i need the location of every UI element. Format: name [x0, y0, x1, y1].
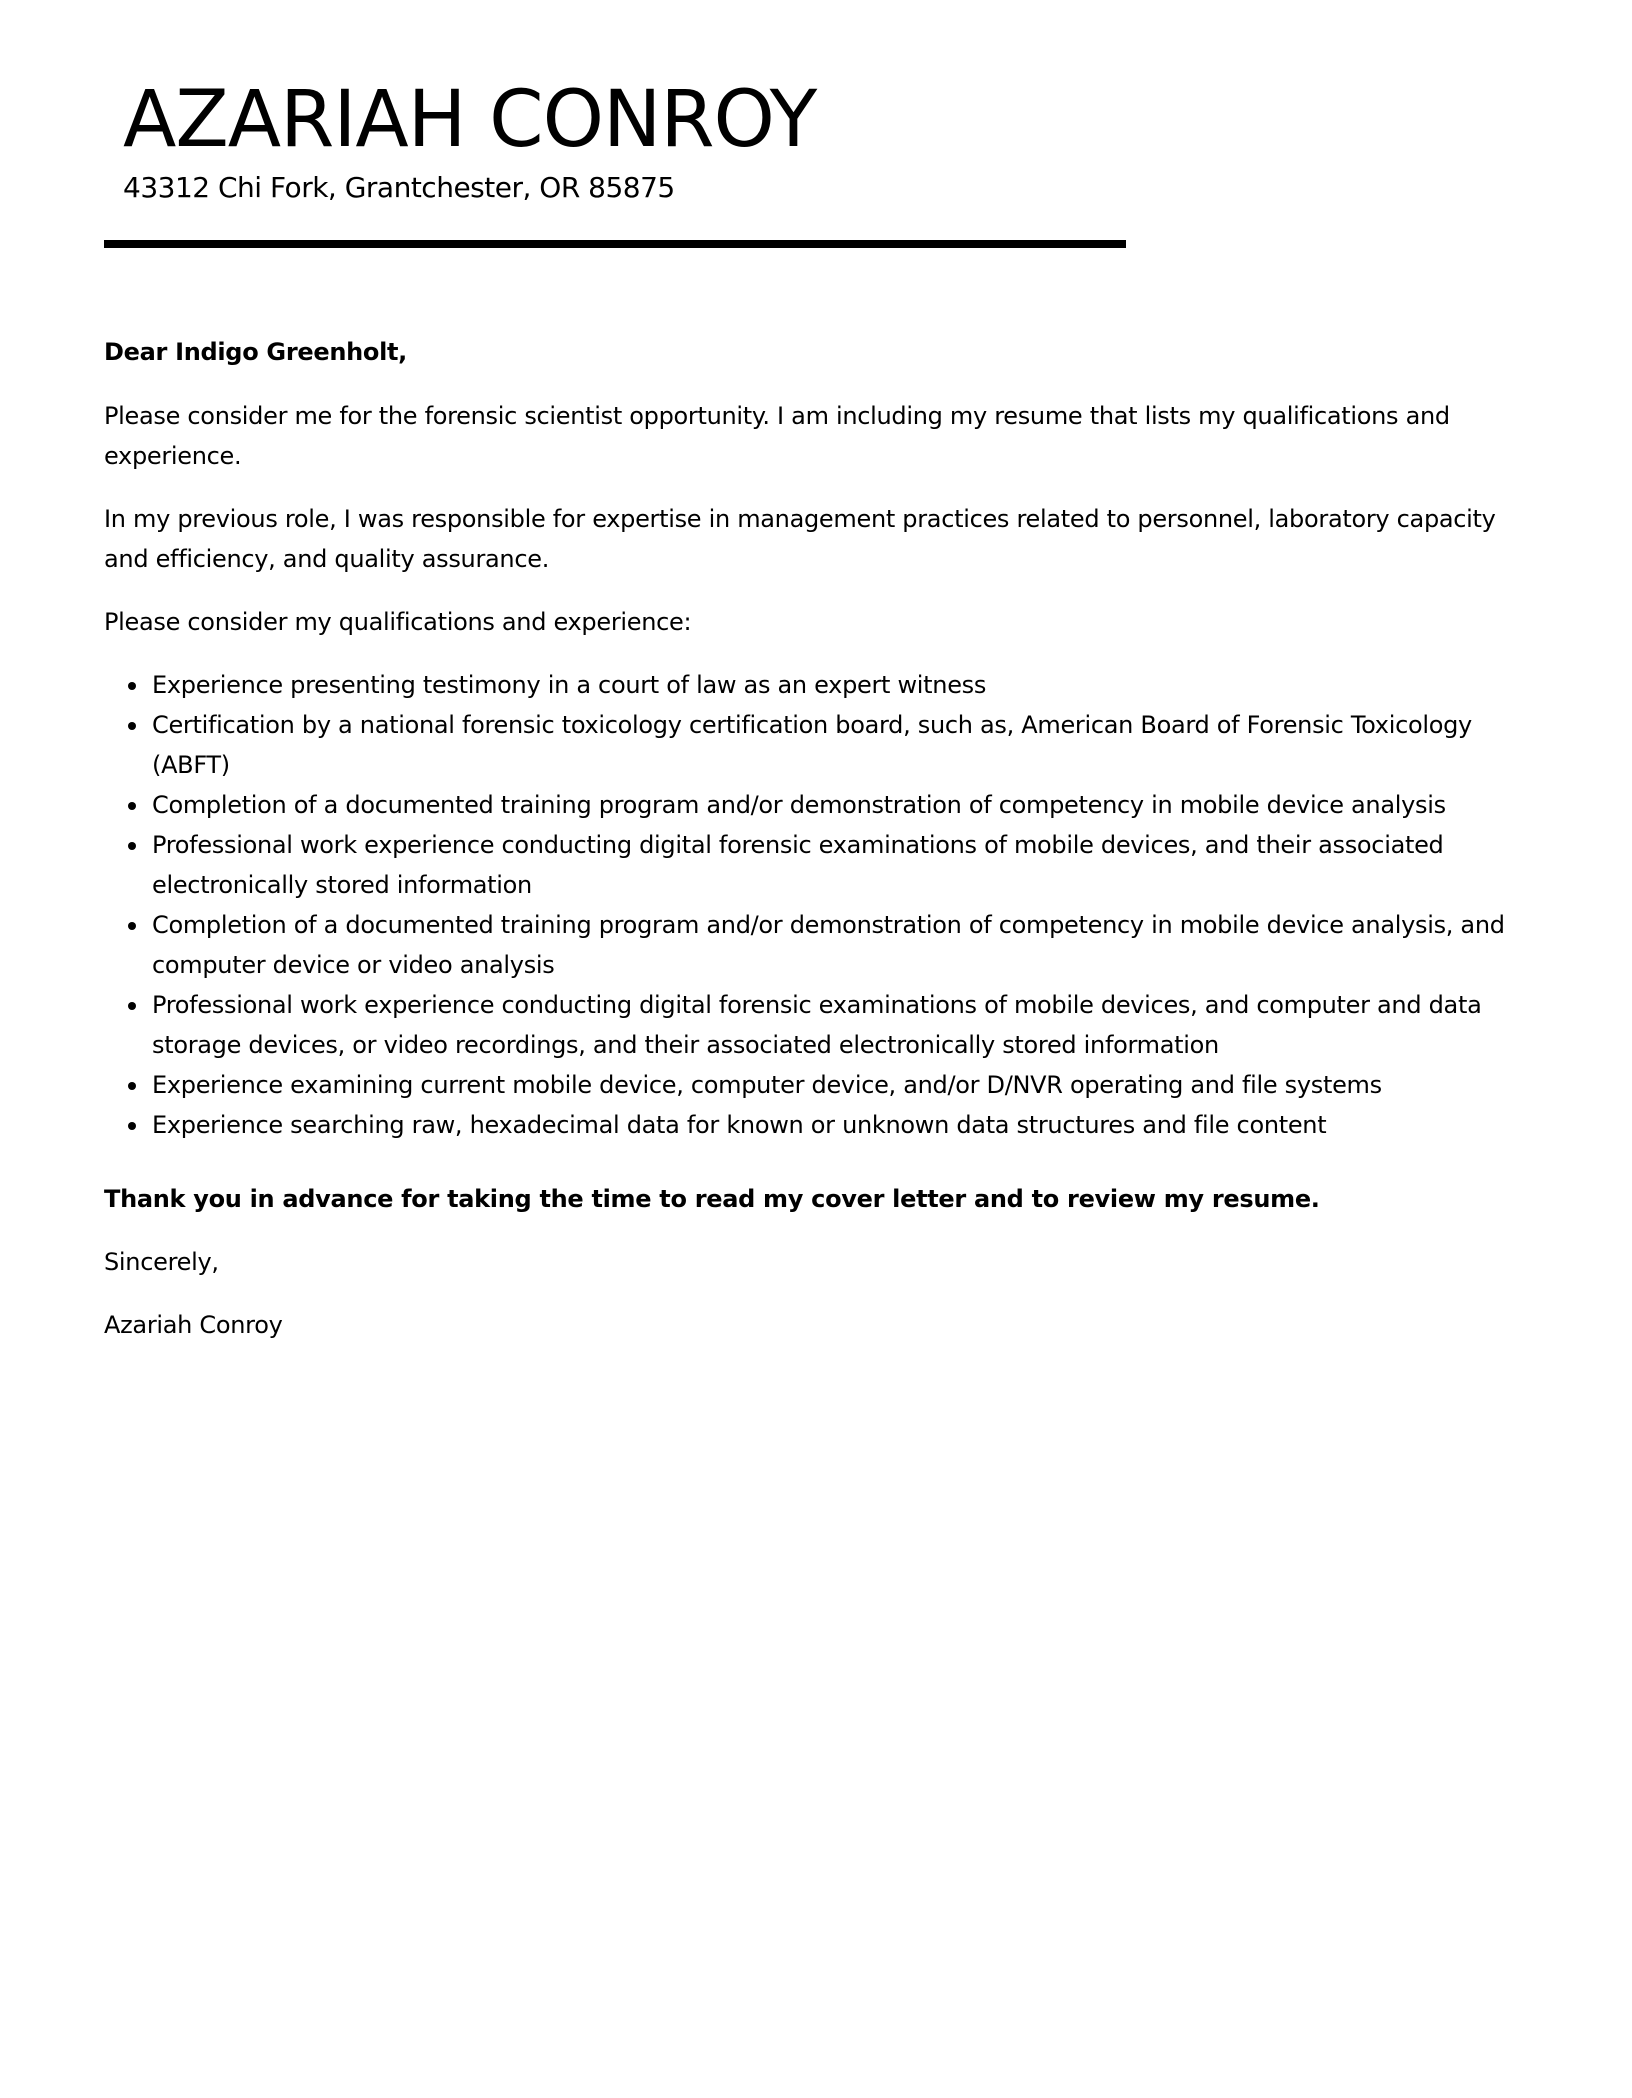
- list-item-text: Experience examining current mobile device, computer device, and/or D/NVR operating and file systems: [152, 1071, 1382, 1099]
- bullet-icon: [128, 802, 136, 810]
- list-item: [152, 1065, 1544, 1105]
- list-item-text: Completion of a documented training program and/or demonstration of competency in mobile device analysis, and computer device or video analysis: [152, 911, 1505, 979]
- list-item: [152, 1105, 1544, 1145]
- list-item-text: Certification by a national forensic toxicology certification board, such as, American Board of Forensic Toxicology (ABFT): [152, 711, 1472, 779]
- list-item-text: Experience searching raw, hexadecimal data for known or unknown data structures and file content: [152, 1111, 1327, 1139]
- qualifications-intro: Please consider my qualifications and experience:: [104, 608, 692, 636]
- previous-role-paragraph: In my previous role, I was responsible for expertise in management practices related to personnel, laboratory capacity and efficiency, and quality assurance.: [104, 505, 1496, 573]
- bullet-icon: [128, 922, 136, 930]
- bullet-icon: [128, 1082, 136, 1090]
- letter-body: [104, 332, 1544, 1368]
- closing-paragraph: Thank you in advance for taking the time to read my cover letter and to review my resume.: [104, 1185, 1320, 1213]
- applicant-name: AZARIAH CONROY: [123, 75, 817, 165]
- intro-paragraph: Please consider me for the forensic scientist opportunity. I am including my resume that lists my qualifications and experience.: [104, 402, 1450, 470]
- signature: Azariah Conroy: [104, 1311, 283, 1339]
- list-item-text: Professional work experience conducting digital forensic examinations of mobile devices, and computer and data storage devices, or video recordings, and their associated electronically stored information: [152, 991, 1482, 1059]
- list-item: [152, 825, 1544, 905]
- list-item-text: Professional work experience conducting digital forensic examinations of mobile devices, and their associated electronically stored information: [152, 831, 1444, 899]
- qualifications-list: [104, 665, 1544, 1145]
- bullet-icon: [128, 1002, 136, 1010]
- applicant-address: 43312 Chi Fork, Grantchester, OR 85875: [123, 171, 675, 204]
- list-item-text: Completion of a documented training program and/or demonstration of competency in mobile device analysis: [152, 791, 1446, 819]
- bullet-icon: [128, 1122, 136, 1130]
- list-item: [152, 705, 1544, 785]
- bullet-icon: [128, 842, 136, 850]
- signoff: Sincerely,: [104, 1248, 219, 1276]
- bullet-icon: [128, 722, 136, 730]
- header-divider: [104, 240, 1126, 248]
- list-item: [152, 785, 1544, 825]
- list-item-text: Experience presenting testimony in a court of law as an expert witness: [152, 671, 987, 699]
- list-item: [152, 985, 1544, 1065]
- salutation: Dear Indigo Greenholt,: [104, 338, 407, 366]
- list-item: [152, 665, 1544, 705]
- list-item: [152, 905, 1544, 985]
- letter-header: [123, 72, 1123, 208]
- bullet-icon: [128, 682, 136, 690]
